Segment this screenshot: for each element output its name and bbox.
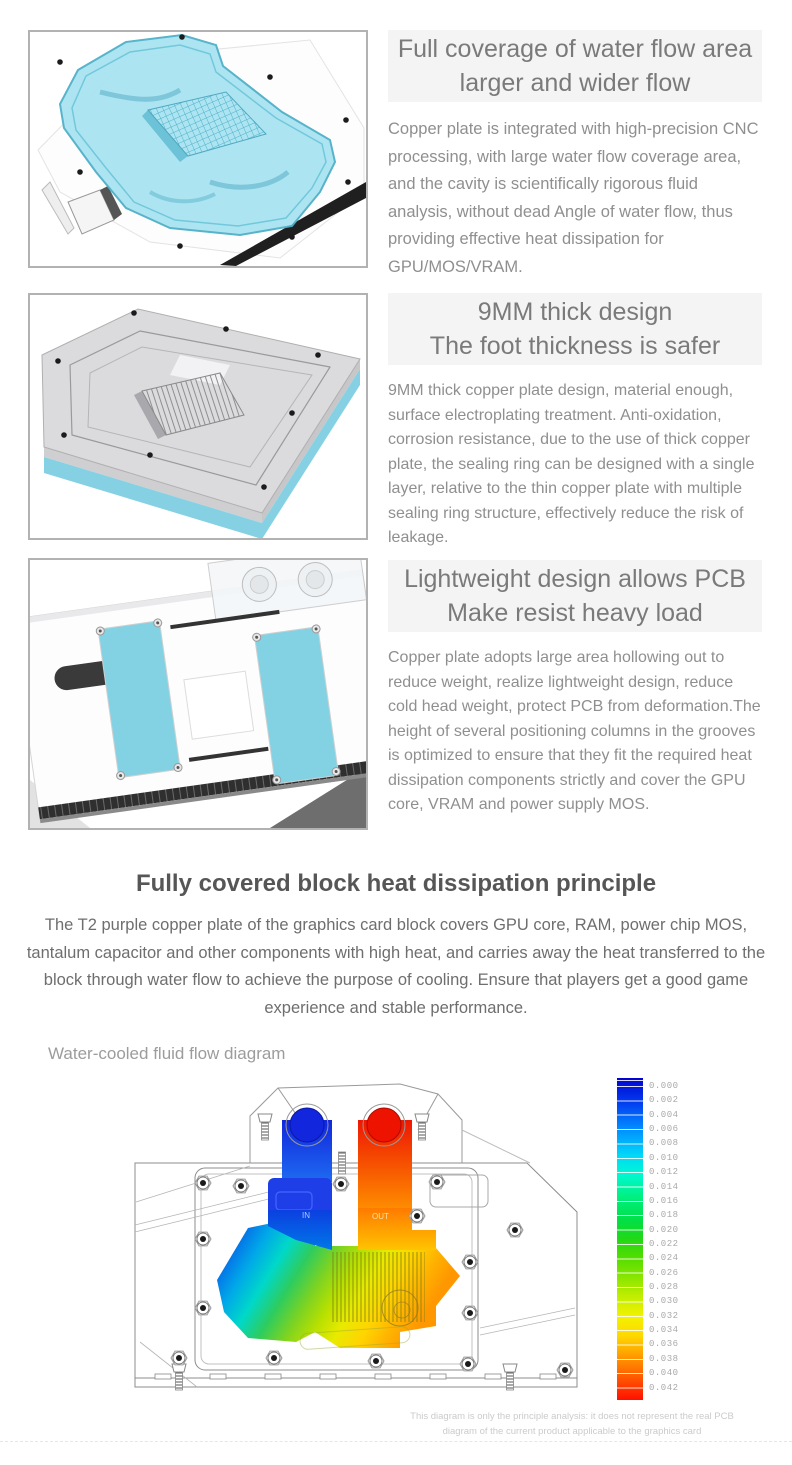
feature-text-water-flow [388, 30, 762, 281]
copper-plate-illustration [30, 295, 366, 538]
feature-title-line2: The foot thickness is safer [429, 332, 721, 360]
feature-image-copper-plate [28, 293, 368, 540]
outlet-label: OUT [372, 1212, 389, 1221]
legend-value: 0.020 [649, 1224, 679, 1235]
feature-body: 9MM thick copper plate design, material enough, surface electroplating treatment. Anti-oxidation, corrosion resistance, due to the use of thick copper plate, the sealing ring can be designed with a single layer, relative to the thin copper plate with multiple sealing ring structure, effectively reduce the risk of leakage. [388, 382, 755, 546]
legend-value: 0.034 [649, 1325, 679, 1336]
feature-text-9mm [388, 293, 762, 551]
legend-value: 0.012 [649, 1167, 679, 1178]
water-channel-illustration [30, 32, 366, 266]
feature-title [388, 30, 762, 102]
feature-title-line1: Full coverage of water flow area [397, 35, 753, 63]
legend-value: 0.010 [649, 1152, 679, 1163]
legend-value: 0.018 [649, 1210, 679, 1221]
fluid-flow-diagram [100, 1080, 580, 1405]
feature-image-water-channel [28, 30, 368, 268]
legend-value: 0.022 [649, 1238, 679, 1249]
principle-paragraph: The T2 purple copper plate of the graphics card block covers GPU core, RAM, power chip MOS, tantalum capacitor and other components with high heat, and carries away the heat transferred to the block through water flow to achieve the purpose of cooling. Ensure that players get a good game experience and stable performance. [26, 916, 766, 1017]
inlet-port [290, 1108, 324, 1142]
legend-value: 0.008 [649, 1138, 679, 1149]
feature-title-line2: larger and wider flow [459, 69, 691, 97]
disclaimer-line1: This diagram is only the principle analysis: it does not represent the real PCB [410, 1411, 734, 1422]
legend-value: 0.024 [649, 1253, 679, 1264]
legend-value: 0.026 [649, 1267, 679, 1278]
legend-value: 0.000 [649, 1081, 679, 1091]
principle-heading: Fully covered block heat dissipation principle [135, 870, 657, 897]
legend-value: 0.016 [649, 1195, 679, 1206]
legend-value: 0.038 [649, 1353, 679, 1364]
outlet-port [367, 1108, 401, 1142]
feature-body: Copper plate is integrated with high-precision CNC processing, with large water flow coverage area, and the cavity is scientifically rigorous fluid analysis, without dead Angle of water flow, thus providing effective heat dissipation for GPU/MOS/VRAM. [388, 120, 759, 276]
legend-value: 0.036 [649, 1339, 679, 1350]
fin-array [330, 1252, 425, 1322]
legend-value: 0.004 [649, 1109, 679, 1120]
flow-diagram-label: Water-cooled fluid flow diagram [48, 1044, 286, 1063]
feature-title-line1: 9MM thick design [477, 298, 673, 326]
legend-value: 0.042 [649, 1382, 679, 1393]
block-on-card-illustration [30, 560, 366, 828]
gpu-area [184, 671, 254, 739]
inlet-label: IN [302, 1211, 310, 1220]
legend-value: 0.014 [649, 1181, 679, 1192]
heatmap-legend-bar [617, 1078, 643, 1400]
diagram-disclaimer [352, 1409, 792, 1439]
feature-title-line2: Make resist heavy load [447, 599, 703, 627]
feature-title [388, 293, 762, 365]
heatmap-legend-labels [649, 1079, 679, 1395]
feature-title [388, 560, 762, 632]
feature-image-block-on-card [28, 558, 368, 830]
legend-value: 0.030 [649, 1296, 679, 1307]
legend-value: 0.002 [649, 1095, 679, 1106]
feature-title-line1: Lightweight design allows PCB [404, 565, 746, 593]
legend-value: 0.028 [649, 1282, 679, 1293]
feature-text-lightweight [388, 560, 762, 818]
legend-value: 0.032 [649, 1310, 679, 1321]
feature-body: Copper plate adopts large area hollowing out to reduce weight, realize lightweight design, reduce cold head weight, protect PCB from deformation.The height of several positioning columns in the grooves is optimized to ensure that they fit the required heat dissipation components strictly and cover the GPU core, VRAM and power supply MOS. [388, 649, 761, 813]
legend-value: 0.006 [649, 1124, 679, 1135]
legend-value: 0.040 [649, 1368, 679, 1379]
bottom-divider [0, 1441, 792, 1442]
disclaimer-line2: diagram of the current product applicable to the graphics card [442, 1426, 702, 1437]
